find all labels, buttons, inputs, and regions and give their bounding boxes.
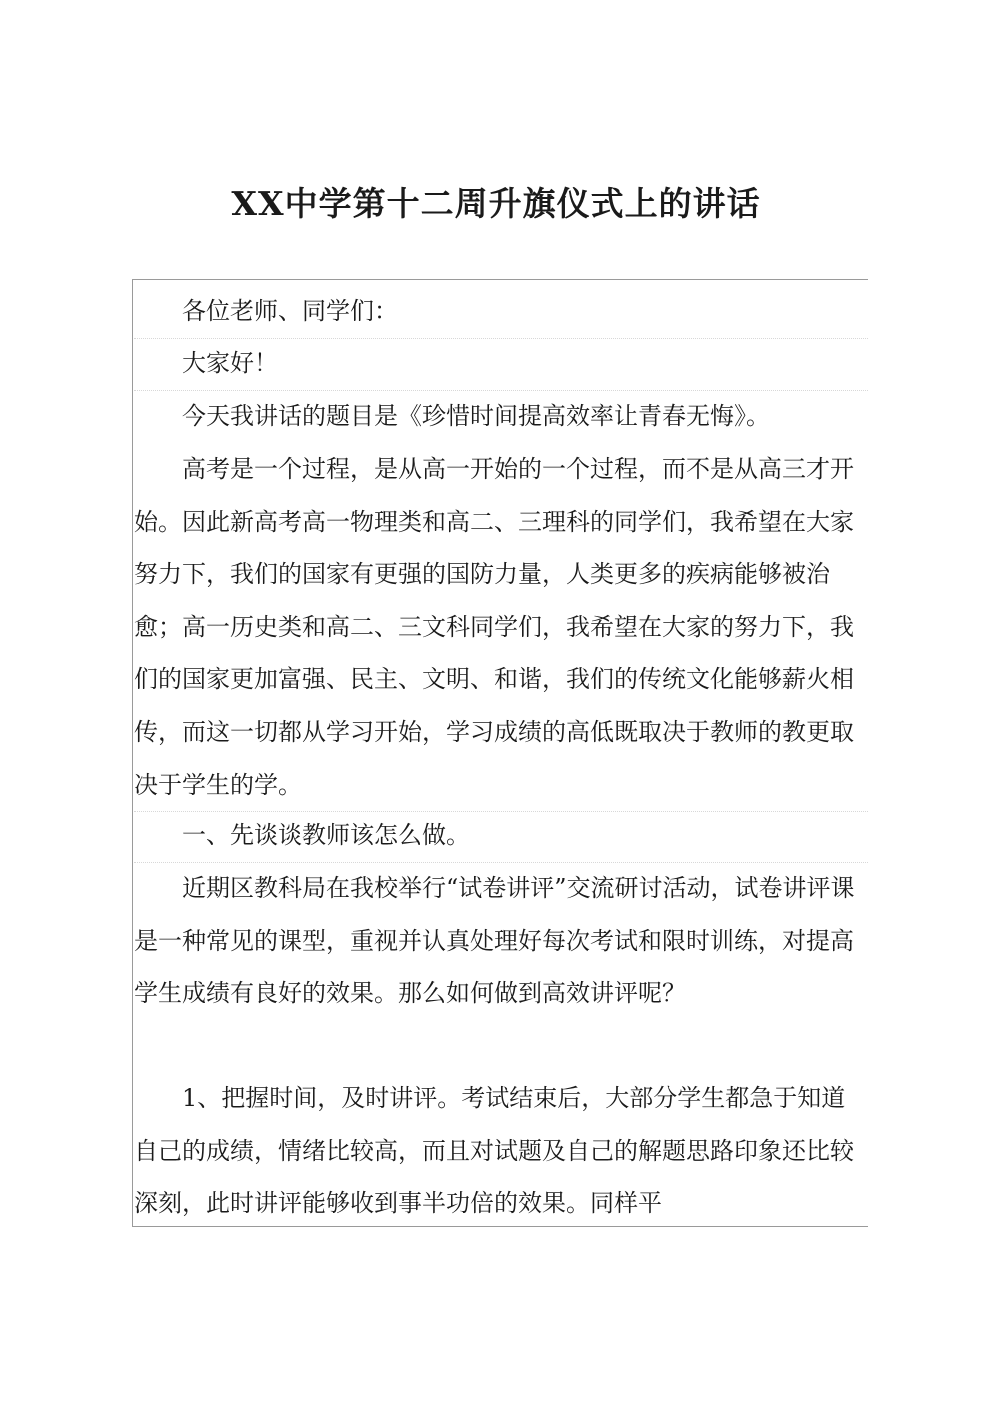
paragraph-topic: 今天我讲话的题目是《珍惜时间提高效率让青春无悔》。 bbox=[182, 402, 770, 430]
page-title: XX中学第十二周升旗仪式上的讲话 bbox=[231, 184, 761, 223]
paragraph-section-heading: 一、先谈谈教师该怎么做。 bbox=[134, 809, 868, 863]
paragraph-gaokao: 高考是一个过程，是从高一开始的一个过程，而不是从高三才开始。因此新高考高一物理类和高二、三理科的同学们，我希望在大家努力下，我们的国家有更强的国防力量，人类更多的疾病能够被治愈；高一历史类和高二、三文科同学们，我希望在大家的努力下，我们的国家更加富强、民主、文明、和谐，我们的传统文化能够薪火相传，而这一切都从学习开始，学习成绩的高低既取决于教师的教更取决于学生的学。 bbox=[134, 443, 868, 812]
paragraph-exam-review: 近期区教科局在我校举行“试卷讲评”交流研讨活动，试卷讲评课是一种常见的课型，重视并认真处理好每次考试和限时训练，对提高学生成绩有良好的效果。那么如何做到高效讲评呢？ bbox=[134, 874, 855, 1008]
paragraph-salutation: 各位老师、同学们： bbox=[134, 285, 868, 339]
paragraph-point-1: 1、把握时间，及时讲评。考试结束后，大部分学生都急于知道自己的成绩，情绪比较高，而且对试题及自己的解题思路印象还比较深刻，此时讲评能够收到事半功倍的效果。同样平 bbox=[134, 1084, 854, 1218]
paragraph-greeting: 大家好！ bbox=[134, 337, 868, 391]
